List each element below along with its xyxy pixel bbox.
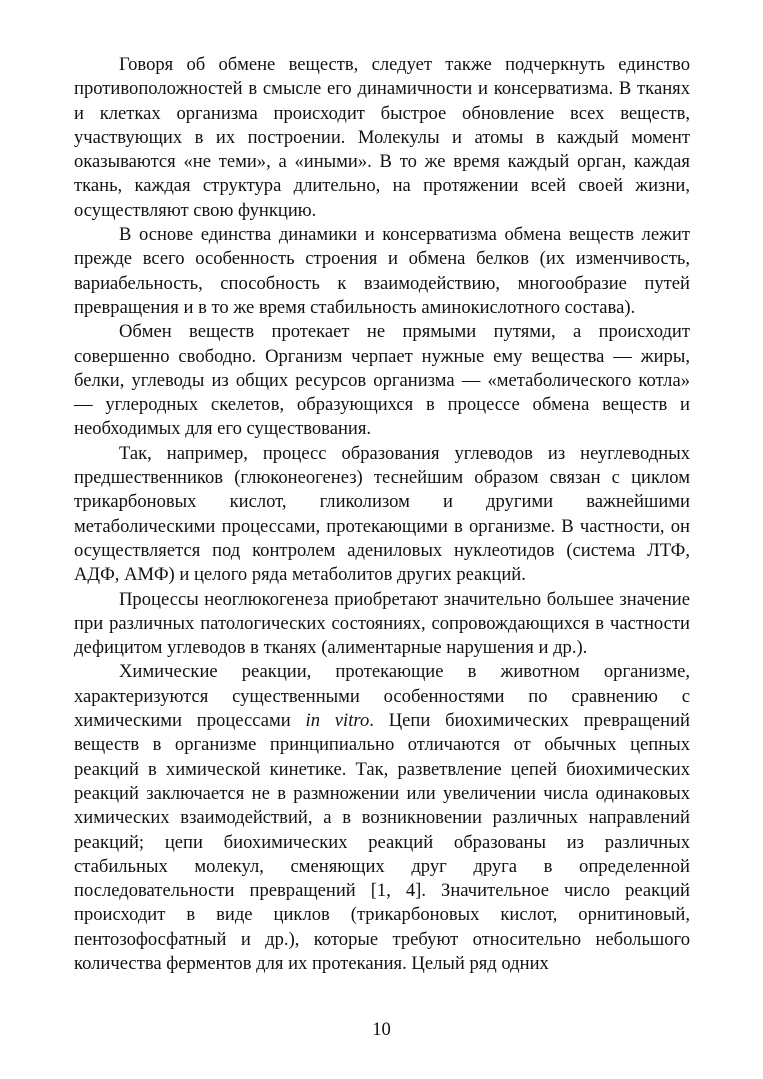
paragraph: Обмен веществ протекает не прямыми путями, а происходит совершенно свободно. Организм черпает нужные ему вещества — жиры, белки, углеводы из общих ресурсов организма — «метаболического котла» — углеродных скелетов, образующихся в процессе обмена веществ и необходимых для его существования.	[74, 321, 690, 440]
document-body	[74, 53, 690, 976]
paragraph: Так, например, процесс образования углеводов из неуглеводных предшественников (глюконеогенез) теснейшим образом связан с циклом трикарбоновых кислот, гликолизом и другими важнейшими метаболическими процессами, протекающими в организме. В частности, он осуществляется под контролем адениловых нуклеотидов (система ЛТФ, АДФ, АМФ) и целого ряда метаболитов других реакций.	[74, 442, 690, 586]
paragraph: В основе единства динамики и консерватизма обмена веществ лежит прежде всего особенность строения и обмена белков (их изменчивость, вариабельность, способность к взаимодействию, многообразие путей превращения и в то же время стабильность аминокислотного состава).	[74, 224, 690, 318]
paragraph-text: . Цепи биохимических превращений веществ в организме принципиально отличаются от обычных цепных реакций в химической кинетике. Так, разветвление цепей биохимических реакций заключается не в размножении или увеличении числа одинаковых химических взаимодействий, а в возникновении различных направлений реакций; цепи биохимических реакций образованы из различных стабильных молекул, сменяющих друг друга в определенной последовательности превращений [1, 4]. Значительное число реакций происходит в виде циклов (трикарбоновых кислот, орнитиновый, пентозофосфатный и др.), которые требуют относительно небольшого количества ферментов для их протекания. Целый ряд одних	[74, 710, 690, 974]
paragraph: Процессы неоглюкогенеза приобретают значительно большее значение при различных патологических состояниях, сопровождающихся в частности дефицитом углеводов в тканях (алиментарные нарушения и др.).	[74, 588, 690, 659]
paragraph-text: Химические реакции, протекающие в животном организме, характеризуются существенными особенностями по сравнению с химическими процессами	[74, 661, 690, 732]
paragraph: Говоря об обмене веществ, следует также подчеркнуть единство противоположностей в смысле его динамичности и консерватизма. В тканях и клетках организма происходит быстрое обновление всех веществ, участвующих в их построении. Молекулы и атомы в каждый момент оказываются «не теми», а «иными». В то же время каждый орган, каждая ткань, каждая структура длительно, на протяжении всей своей жизни, осуществляют свою функцию.	[74, 54, 690, 221]
italic-term: in vitro	[305, 710, 370, 732]
paragraph	[74, 660, 690, 976]
page-number: 10	[372, 1019, 391, 1040]
